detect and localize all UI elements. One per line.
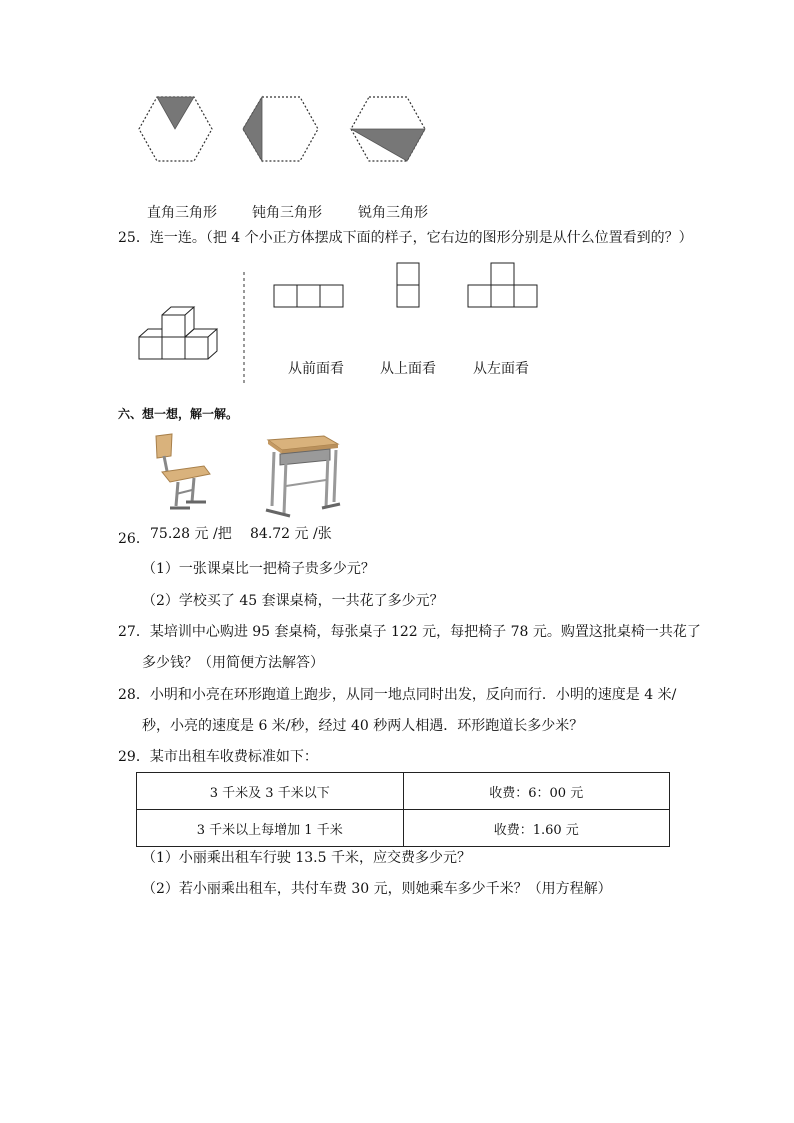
- view-label-top: 从上面看: [380, 361, 436, 377]
- view-label-left: 从左面看: [473, 361, 529, 377]
- label-acute-triangle: 锐角三角形: [358, 205, 428, 221]
- q27-line1: 27．某培训中心购进 95 套桌椅，每张桌子 122 元，每把椅子 78 元。购置这批桌椅一共花了: [118, 624, 701, 640]
- q26-number: 26．: [118, 531, 150, 547]
- label-right-triangle: 直角三角形: [147, 205, 217, 221]
- q27-line2: 多少钱？（用简便方法解答）: [142, 655, 324, 671]
- hexagon-obtuse-triangle: [243, 97, 318, 161]
- q25-text: 25．连一连。（把 4 个小正方体摆成下面的样子，它右边的图形分别是从什么位置看到的？）: [118, 230, 693, 246]
- chair-image: [156, 434, 210, 508]
- chair-price: 75.28 元 /把: [150, 526, 232, 542]
- table-cell: 收费：1.60 元: [403, 810, 670, 847]
- q28-line1: 28．小明和小亮在环形跑道上跑步，从同一地点同时出发，反向而行．小明的速度是 4 米/: [118, 687, 677, 703]
- hexagon-figures: [0, 0, 794, 230]
- q26-sub2: （2）学校买了 45 套课桌椅，一共花了多少元？: [142, 593, 444, 609]
- desk-price: 84.72 元 /张: [250, 526, 332, 542]
- view-label-front: 从前面看: [288, 361, 344, 377]
- view-t-shape: [468, 263, 537, 307]
- q28-line2: 秒，小亮的速度是 6 米/秒，经过 40 秒两人相遇．环形跑道长多少米？: [142, 718, 584, 734]
- q26-sub1: （1）一张课桌比一把椅子贵多少元？: [142, 561, 375, 577]
- desk-image: [266, 436, 340, 516]
- table-row: [137, 773, 670, 810]
- hexagon-acute-triangle: [351, 97, 425, 161]
- view-two-stacked: [397, 263, 419, 307]
- view-three-squares: [274, 285, 343, 307]
- label-obtuse-triangle: 钝角三角形: [252, 205, 322, 221]
- furniture-images: [140, 430, 360, 520]
- q29-sub1: （1）小丽乘出租车行驶 13.5 千米，应交费多少元？: [142, 850, 471, 866]
- cube-stack-figure: [139, 307, 217, 359]
- table-cell: 3 千米及 3 千米以下: [137, 773, 404, 810]
- table-row: [137, 810, 670, 847]
- section-heading: 六、想一想，解一解。: [118, 407, 239, 421]
- q29-text: 29．某市出租车收费标准如下：: [118, 749, 318, 765]
- table-cell: 收费：6：00 元: [403, 773, 670, 810]
- fare-table: [136, 772, 670, 847]
- hexagon-right-triangle: [139, 97, 212, 161]
- table-cell: 3 千米以上每增加 1 千米: [137, 810, 404, 847]
- q29-sub2: （2）若小丽乘出租车，共付车费 30 元，则她乘车多少千米？（用方程解）: [142, 881, 612, 897]
